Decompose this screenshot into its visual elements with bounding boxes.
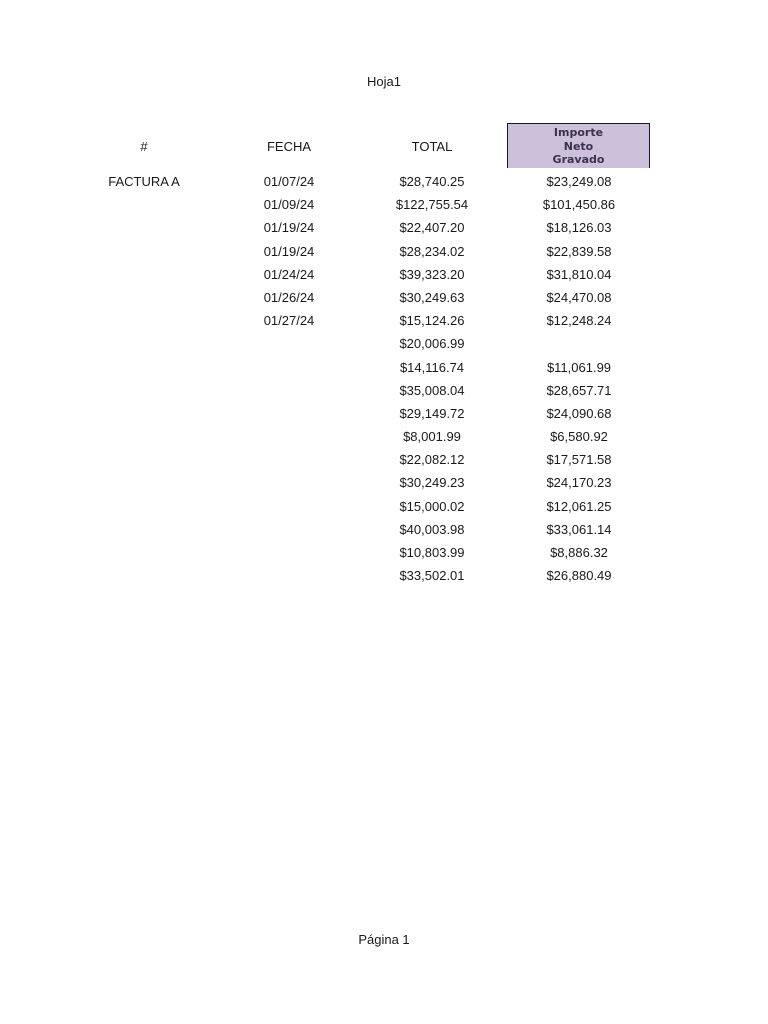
cell-total: $15,124.26 <box>399 313 465 329</box>
table-row <box>0 356 768 379</box>
column-header-total: TOTAL <box>411 139 453 154</box>
table-body <box>0 170 768 587</box>
cell-fecha: 01/26/24 <box>263 289 315 305</box>
table-row <box>0 332 768 355</box>
cell-importe-neto: $8,886.32 <box>550 545 608 560</box>
cell-importe-neto: $12,248.24 <box>546 313 612 329</box>
table-row <box>0 425 768 448</box>
cell-importe-neto: $22,839.58 <box>546 243 612 259</box>
cell-total: $28,234.02 <box>399 243 465 259</box>
cell-total: $39,323.20 <box>399 266 465 282</box>
cell-fecha: 01/27/24 <box>263 313 315 329</box>
table-row <box>0 193 768 216</box>
table-row <box>0 170 768 193</box>
cell-importe-neto: $18,126.03 <box>546 220 612 236</box>
cell-importe-neto: $101,450.86 <box>542 197 616 213</box>
cell-importe-neto: $6,580.92 <box>550 429 608 445</box>
column-header-importe-line1: Importe <box>553 126 604 140</box>
cell-total: $10,803.99 <box>399 545 465 560</box>
cell-fecha: 01/07/24 <box>263 174 315 189</box>
cell-total: $28,740.25 <box>399 174 465 189</box>
table-row <box>0 471 768 494</box>
cell-importe-neto: $17,571.58 <box>546 452 612 468</box>
cell-fecha: 01/19/24 <box>263 220 315 236</box>
table-row <box>0 448 768 471</box>
cell-total: $40,003.98 <box>399 521 465 537</box>
cell-importe-neto: $24,470.08 <box>546 289 612 305</box>
cell-importe-neto: $23,249.08 <box>546 174 612 189</box>
cell-total: $22,082.12 <box>399 452 465 468</box>
table-row <box>0 240 768 263</box>
cell-importe-neto: $31,810.04 <box>546 266 612 282</box>
table-row <box>0 564 768 587</box>
table-row <box>0 286 768 309</box>
cell-importe-neto: $24,090.68 <box>546 405 612 421</box>
column-header-importe-line2: Neto <box>563 139 594 153</box>
table-row <box>0 518 768 541</box>
table-row <box>0 263 768 286</box>
table-row <box>0 495 768 518</box>
cell-fecha: 01/09/24 <box>263 197 315 213</box>
column-header-number: # <box>140 139 148 154</box>
cell-fecha: 01/24/24 <box>263 266 315 282</box>
cell-importe-neto: $33,061.14 <box>546 521 612 537</box>
table-row <box>0 309 768 332</box>
cell-number: FACTURA A <box>108 174 180 189</box>
cell-total: $30,249.23 <box>399 475 465 491</box>
cell-total: $122,755.54 <box>395 197 469 213</box>
cell-total: $22,407.20 <box>399 220 465 236</box>
cell-total: $8,001.99 <box>403 429 461 445</box>
cell-importe-neto: $11,061.99 <box>546 359 612 375</box>
cell-total: $20,006.99 <box>399 336 465 352</box>
table-row <box>0 541 768 564</box>
cell-total: $35,008.04 <box>399 382 465 398</box>
cell-total: $30,249.63 <box>399 289 465 305</box>
page-footer: Página 1 <box>358 932 410 947</box>
cell-total: $33,502.01 <box>399 568 465 584</box>
cell-importe-neto: $24,170.23 <box>546 475 612 491</box>
cell-importe-neto: $12,061.25 <box>546 498 612 514</box>
cell-importe-neto: $28,657.71 <box>546 382 612 398</box>
column-header-importe-line3: Gravado <box>552 153 605 167</box>
cell-fecha: 01/19/24 <box>263 243 315 259</box>
table-row <box>0 216 768 239</box>
column-header-importe-neto-gravado <box>507 123 650 168</box>
cell-total: $29,149.72 <box>399 405 465 421</box>
cell-total: $14,116.74 <box>399 359 465 375</box>
column-header-fecha: FECHA <box>266 139 312 154</box>
cell-total: $15,000.02 <box>399 498 465 514</box>
page-header: Hoja1 <box>367 74 401 89</box>
cell-importe-neto: $26,880.49 <box>546 568 612 584</box>
table-row <box>0 379 768 402</box>
table-row <box>0 402 768 425</box>
